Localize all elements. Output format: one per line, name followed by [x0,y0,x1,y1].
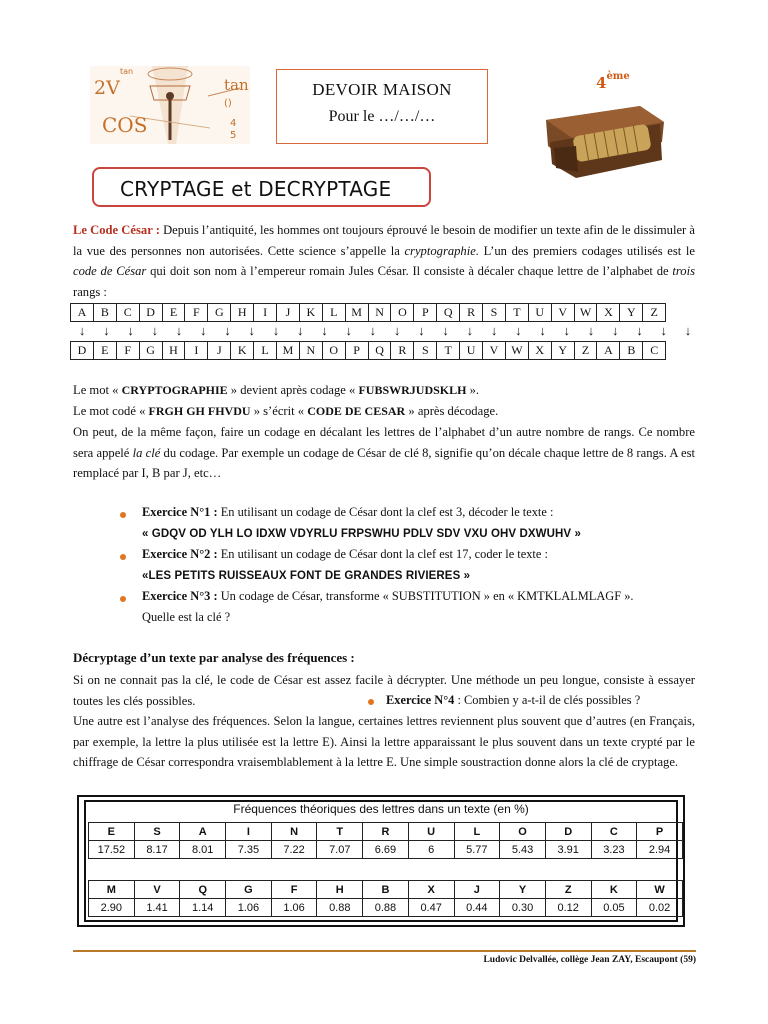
down-arrow-icon: ↓ [684,323,692,338]
freq-heading: Décryptage d’un texte par analyse des fréquences : [73,650,355,665]
ex2-word: CODE DE CESAR [307,404,406,418]
ex2-c: » s’écrit « [250,404,308,418]
freq-value-cell: 0.47 [408,899,454,917]
intro-heading: Le Code César : [73,223,160,237]
down-arrow-icon: ↓ [369,323,377,338]
intro-text-4: rangs : [73,284,107,299]
freq-letter-cell: F [271,881,317,899]
math-logo [90,66,250,144]
freq-value-cell: 6 [408,841,454,859]
freq-value-cell: 2.94 [637,841,683,859]
footer-rule [73,950,696,952]
down-arrow-icon: ↓ [490,323,498,338]
intro-text-1: Depuis l’antiquité, les hommes ont toujours éprouvé le besoin de modifier un texte afin de le dissimuler à la vue des personnes non autorisées. Cette science s’appelle la [73,223,696,258]
plain-letter-cell: Q [437,304,460,322]
freq-letter-cell: W [637,881,683,899]
key-text-1: On peut, de la même façon, faire un codage en décalant les lettres de l’alphabet d’un autre nombre de rangs. Ce nombre sera appelé [73,425,695,460]
intro-paragraph [73,220,695,302]
plain-letter-cell: L [322,304,345,322]
freq-letter-cell: J [454,881,500,899]
exercise-3-label: Exercice N°3 : [142,589,218,603]
freq-value-cell: 0.88 [363,899,409,917]
cipher-letter-cell: C [643,342,666,360]
down-arrow-icon: ↓ [418,323,425,338]
intro-text-2: L’un des premiers codages utilisés est le [478,243,695,258]
logo-tan-small: tan [120,67,134,76]
ex1-e: ». [466,383,480,397]
due-date-line: Pour le …/…/… [328,108,436,125]
ex2-a: Le mot codé « [73,404,149,418]
main-title: CRYPTAGE et DECRYPTAGE [120,177,392,201]
cipher-letter-cell: V [483,342,506,360]
exercise-3 [142,586,682,628]
exercise-4-label: Exercice N°4 [386,693,455,707]
exercise-1-text: En utilisant un codage de César dont la clef est 3, décoder le texte : [217,505,554,519]
exercise-4-text: : Combien y a-t-il de clés possibles ? [454,693,641,707]
freq-value-cell: 1.14 [180,899,226,917]
cipher-letter-cell: R [391,342,414,360]
cipher-letter-cell: A [597,342,620,360]
plain-letter-cell: B [93,304,116,322]
plain-letter-cell: Z [643,304,666,322]
cipher-letter-cell: K [231,342,254,360]
intro-italic-2: code de César [73,264,147,278]
cipher-letter-cell: X [528,342,551,360]
ex1-coded: FUBSWRJUDSKLH [358,383,467,397]
freq-letter-cell: V [134,881,180,899]
bullet-icon [120,554,126,560]
plain-letter-cell: D [139,304,162,322]
freq-value-cell: 0.05 [591,899,637,917]
freq-value-cell: 0.30 [500,899,546,917]
down-arrow-icon: ↓ [345,323,352,338]
freq-letter-cell: X [408,881,454,899]
plain-letter-cell: C [116,304,139,322]
cipher-letter-cell: Y [551,342,574,360]
cipher-alphabet-table [70,341,666,360]
down-arrow-icon: ↓ [200,323,207,338]
freq-table-1 [88,822,683,859]
exercise-2-text: En utilisant un codage de César dont la clef est 17, coder le texte : [217,547,548,561]
freq-value-cell: 6.69 [363,841,409,859]
freq-text-1: Si on ne connait pas la clé, le code de César est assez facile à décrypter. Une méthode un peu longue, consiste à essayer toutes les clés possibles. [73,673,695,708]
down-arrow-icon: ↓ [321,323,328,338]
intro-italic-1: cryptographie. [404,243,479,258]
down-arrow-icon: ↓ [636,323,643,338]
cipher-letter-cell: O [322,342,345,360]
plain-letter-cell: J [277,304,300,322]
freq-letter-cell: B [363,881,409,899]
cipher-letter-cell: E [93,342,116,360]
key-paragraph [73,422,695,484]
cipher-letter-cell: N [299,342,322,360]
freq-value-cell: 0.44 [454,899,500,917]
freq-value-cell: 1.06 [271,899,317,917]
down-arrow-icon: ↓ [612,323,619,338]
plain-letter-cell: A [71,304,94,322]
plain-letter-cell: F [185,304,208,322]
exercise-4 [386,690,640,710]
exercise-2-label: Exercice N°2 : [142,547,218,561]
freq-letter-cell: H [317,881,363,899]
freq-value-cell: 3.23 [591,841,637,859]
down-arrow-icon: ↓ [442,323,449,338]
cipher-letter-cell: J [208,342,231,360]
freq-value-cell: 8.17 [134,841,180,859]
cipher-letter-cell: F [116,342,139,360]
down-arrow-icon: ↓ [224,323,231,338]
freq-letter-cell: M [89,881,135,899]
cipher-letter-cell: T [437,342,460,360]
down-arrow-icon: ↓ [151,323,159,338]
example-line-1 [73,380,695,401]
plain-letter-cell: I [254,304,277,322]
plain-letter-cell: P [414,304,437,322]
freq-letter-cell: Q [180,881,226,899]
cipher-letter-cell: B [620,342,643,360]
freq-value-cell: 17.52 [89,841,135,859]
freq-value-cell: 1.41 [134,899,180,917]
freq-letter-cell: L [454,823,500,841]
freq-letter-cell: N [271,823,317,841]
freq-letter-cell: A [180,823,226,841]
cipher-letter-cell: M [277,342,300,360]
freq-value-cell: 0.88 [317,899,363,917]
bullet-icon [368,699,374,705]
freq-value-cell: 8.01 [180,841,226,859]
freq-letter-cell: P [637,823,683,841]
freq-value-cell: 7.35 [226,841,272,859]
freq-value-cell: 7.22 [271,841,317,859]
plain-letter-cell: Y [620,304,643,322]
plain-letter-cell: O [391,304,414,322]
arrow-row [70,322,700,340]
plain-letter-cell: S [483,304,506,322]
freq-letter-cell: R [363,823,409,841]
plain-letter-cell: V [551,304,574,322]
intro-italic-3: trois [672,264,696,278]
key-text-2: du codage. Par exemple un codage de César de clé 8, signifie qu’on décale chaque lettre de 8 rangs. A est remplacé par I, B par J, etc… [73,445,696,480]
freq-paragraph-2 [73,711,695,773]
exercise-1-code: « GDQV OD YLH LO IDXW VDYRLU FRPSWHU PDLV SDV VXU OHV DXWUHV » [142,528,581,540]
down-arrow-icon: ↓ [272,323,280,338]
cipher-letter-cell: W [505,342,528,360]
key-italic: la clé [132,445,161,460]
freq-text-2: Une autre est l’analyse des fréquences. Selon la langue, certaines lettres reviennent plus souvent que d’autres (en Français, par exemple, la lettre la plus utilisée est la lettre E). Ainsi la lettre apparaissant le plus souvent dans un texte crypté par le chiffrage de César correspondra vraisemblablement à la lettre E. Une simple soustraction donne alors la clé de cryptage. [73,714,695,769]
freq-value-cell: 5.43 [500,841,546,859]
grade-label [596,71,630,92]
grade-suffix: ème [606,71,630,82]
freq-letter-cell: S [134,823,180,841]
plain-letter-cell: M [345,304,368,322]
exercise-3-text: Un codage de César, transforme « SUBSTITUTION » en « KMTKLALMLAGF ». [217,589,634,603]
cipher-letter-cell: U [460,342,483,360]
bullet-icon [120,512,126,518]
plain-letter-cell: N [368,304,391,322]
intro-text-3: qui doit son nom à l’empereur romain Jules César. Il consiste à décaler chaque lettre de l’alphabet de [146,264,673,278]
freq-value-cell: 0.12 [545,899,591,917]
down-arrow-icon: ↓ [175,323,183,338]
plain-letter-cell: H [231,304,254,322]
ex1-a: Le mot « [73,383,122,397]
cryptex-box-image [540,102,668,180]
logo-tan: tan [224,76,249,94]
logo-5: 5 [230,130,237,141]
freq-letter-cell: T [317,823,363,841]
freq-letter-cell: K [591,881,637,899]
title-box [276,69,488,144]
exercise-2 [142,544,682,587]
exercise-2-code: «LES PETITS RUISSEAUX FONT DE GRANDES RIVIERES » [142,570,471,582]
freq-value-cell: 7.07 [317,841,363,859]
logo-2v: 2V [94,77,120,99]
cipher-letter-cell: H [162,342,185,360]
cipher-letter-cell: P [345,342,368,360]
exercise-3-question: Quelle est la clé ? [142,610,231,624]
freq-value-cell: 1.06 [226,899,272,917]
freq-value-cell: 3.91 [545,841,591,859]
cipher-letter-cell: Q [368,342,391,360]
plain-letter-cell: G [208,304,231,322]
plain-letter-cell: U [528,304,551,322]
down-arrow-icon: ↓ [515,323,522,338]
freq-letter-cell: C [591,823,637,841]
cipher-letter-cell: L [254,342,277,360]
logo-paren: () [224,98,232,109]
down-arrow-icon: ↓ [466,323,474,338]
down-arrow-icon: ↓ [127,323,134,338]
down-arrow-icon: ↓ [78,323,86,338]
freq-letter-cell: O [500,823,546,841]
freq-table-caption: Fréquences théoriques des lettres dans un texte (en %) [233,802,529,816]
freq-letter-cell: D [545,823,591,841]
example-line-2 [73,401,695,422]
down-arrow-icon: ↓ [587,323,595,338]
freq-letter-cell: G [226,881,272,899]
cipher-letter-cell: G [139,342,162,360]
plain-alphabet-table [70,303,666,322]
cipher-letter-cell: Z [574,342,597,360]
freq-letter-cell: Y [500,881,546,899]
footer-credit: Ludovic Delvallée, collège Jean ZAY, Escaupont (59) [483,955,696,965]
down-arrow-icon: ↓ [539,323,546,338]
freq-value-cell: 5.77 [454,841,500,859]
down-arrow-icon: ↓ [296,323,304,338]
down-arrow-icon: ↓ [660,323,667,338]
freq-value-cell: 0.02 [637,899,683,917]
freq-letter-cell: U [408,823,454,841]
plain-letter-cell: T [505,304,528,322]
cipher-letter-cell: D [71,342,94,360]
freq-letter-cell: E [89,823,135,841]
exercise-1 [142,502,682,545]
down-arrow-icon: ↓ [393,323,401,338]
ex2-e: » après décodage. [405,404,499,418]
ex2-coded: FRGH GH FHVDU [148,404,251,418]
page-title: DEVOIR MAISON [312,80,452,99]
down-arrow-icon: ↓ [103,323,110,338]
freq-table-2 [88,880,683,917]
plain-letter-cell: W [574,304,597,322]
freq-value-cell: 2.90 [89,899,135,917]
freq-letter-cell: I [226,823,272,841]
grade-number: 4 [596,74,607,92]
ex1-c: » devient après codage « [227,383,359,397]
main-title-box [92,167,431,207]
cipher-letter-cell: S [414,342,437,360]
plain-letter-cell: E [162,304,185,322]
freq-letter-cell: Z [545,881,591,899]
down-arrow-icon: ↓ [563,323,571,338]
exercise-1-label: Exercice N°1 : [142,505,218,519]
ex1-word: CRYPTOGRAPHIE [121,383,228,397]
logo-4: 4 [230,118,237,129]
plain-letter-cell: K [299,304,322,322]
plain-letter-cell: R [460,304,483,322]
logo-cos: COS [102,113,148,137]
cipher-letter-cell: I [185,342,208,360]
down-arrow-icon: ↓ [248,323,255,338]
plain-letter-cell: X [597,304,620,322]
bullet-icon [120,596,126,602]
